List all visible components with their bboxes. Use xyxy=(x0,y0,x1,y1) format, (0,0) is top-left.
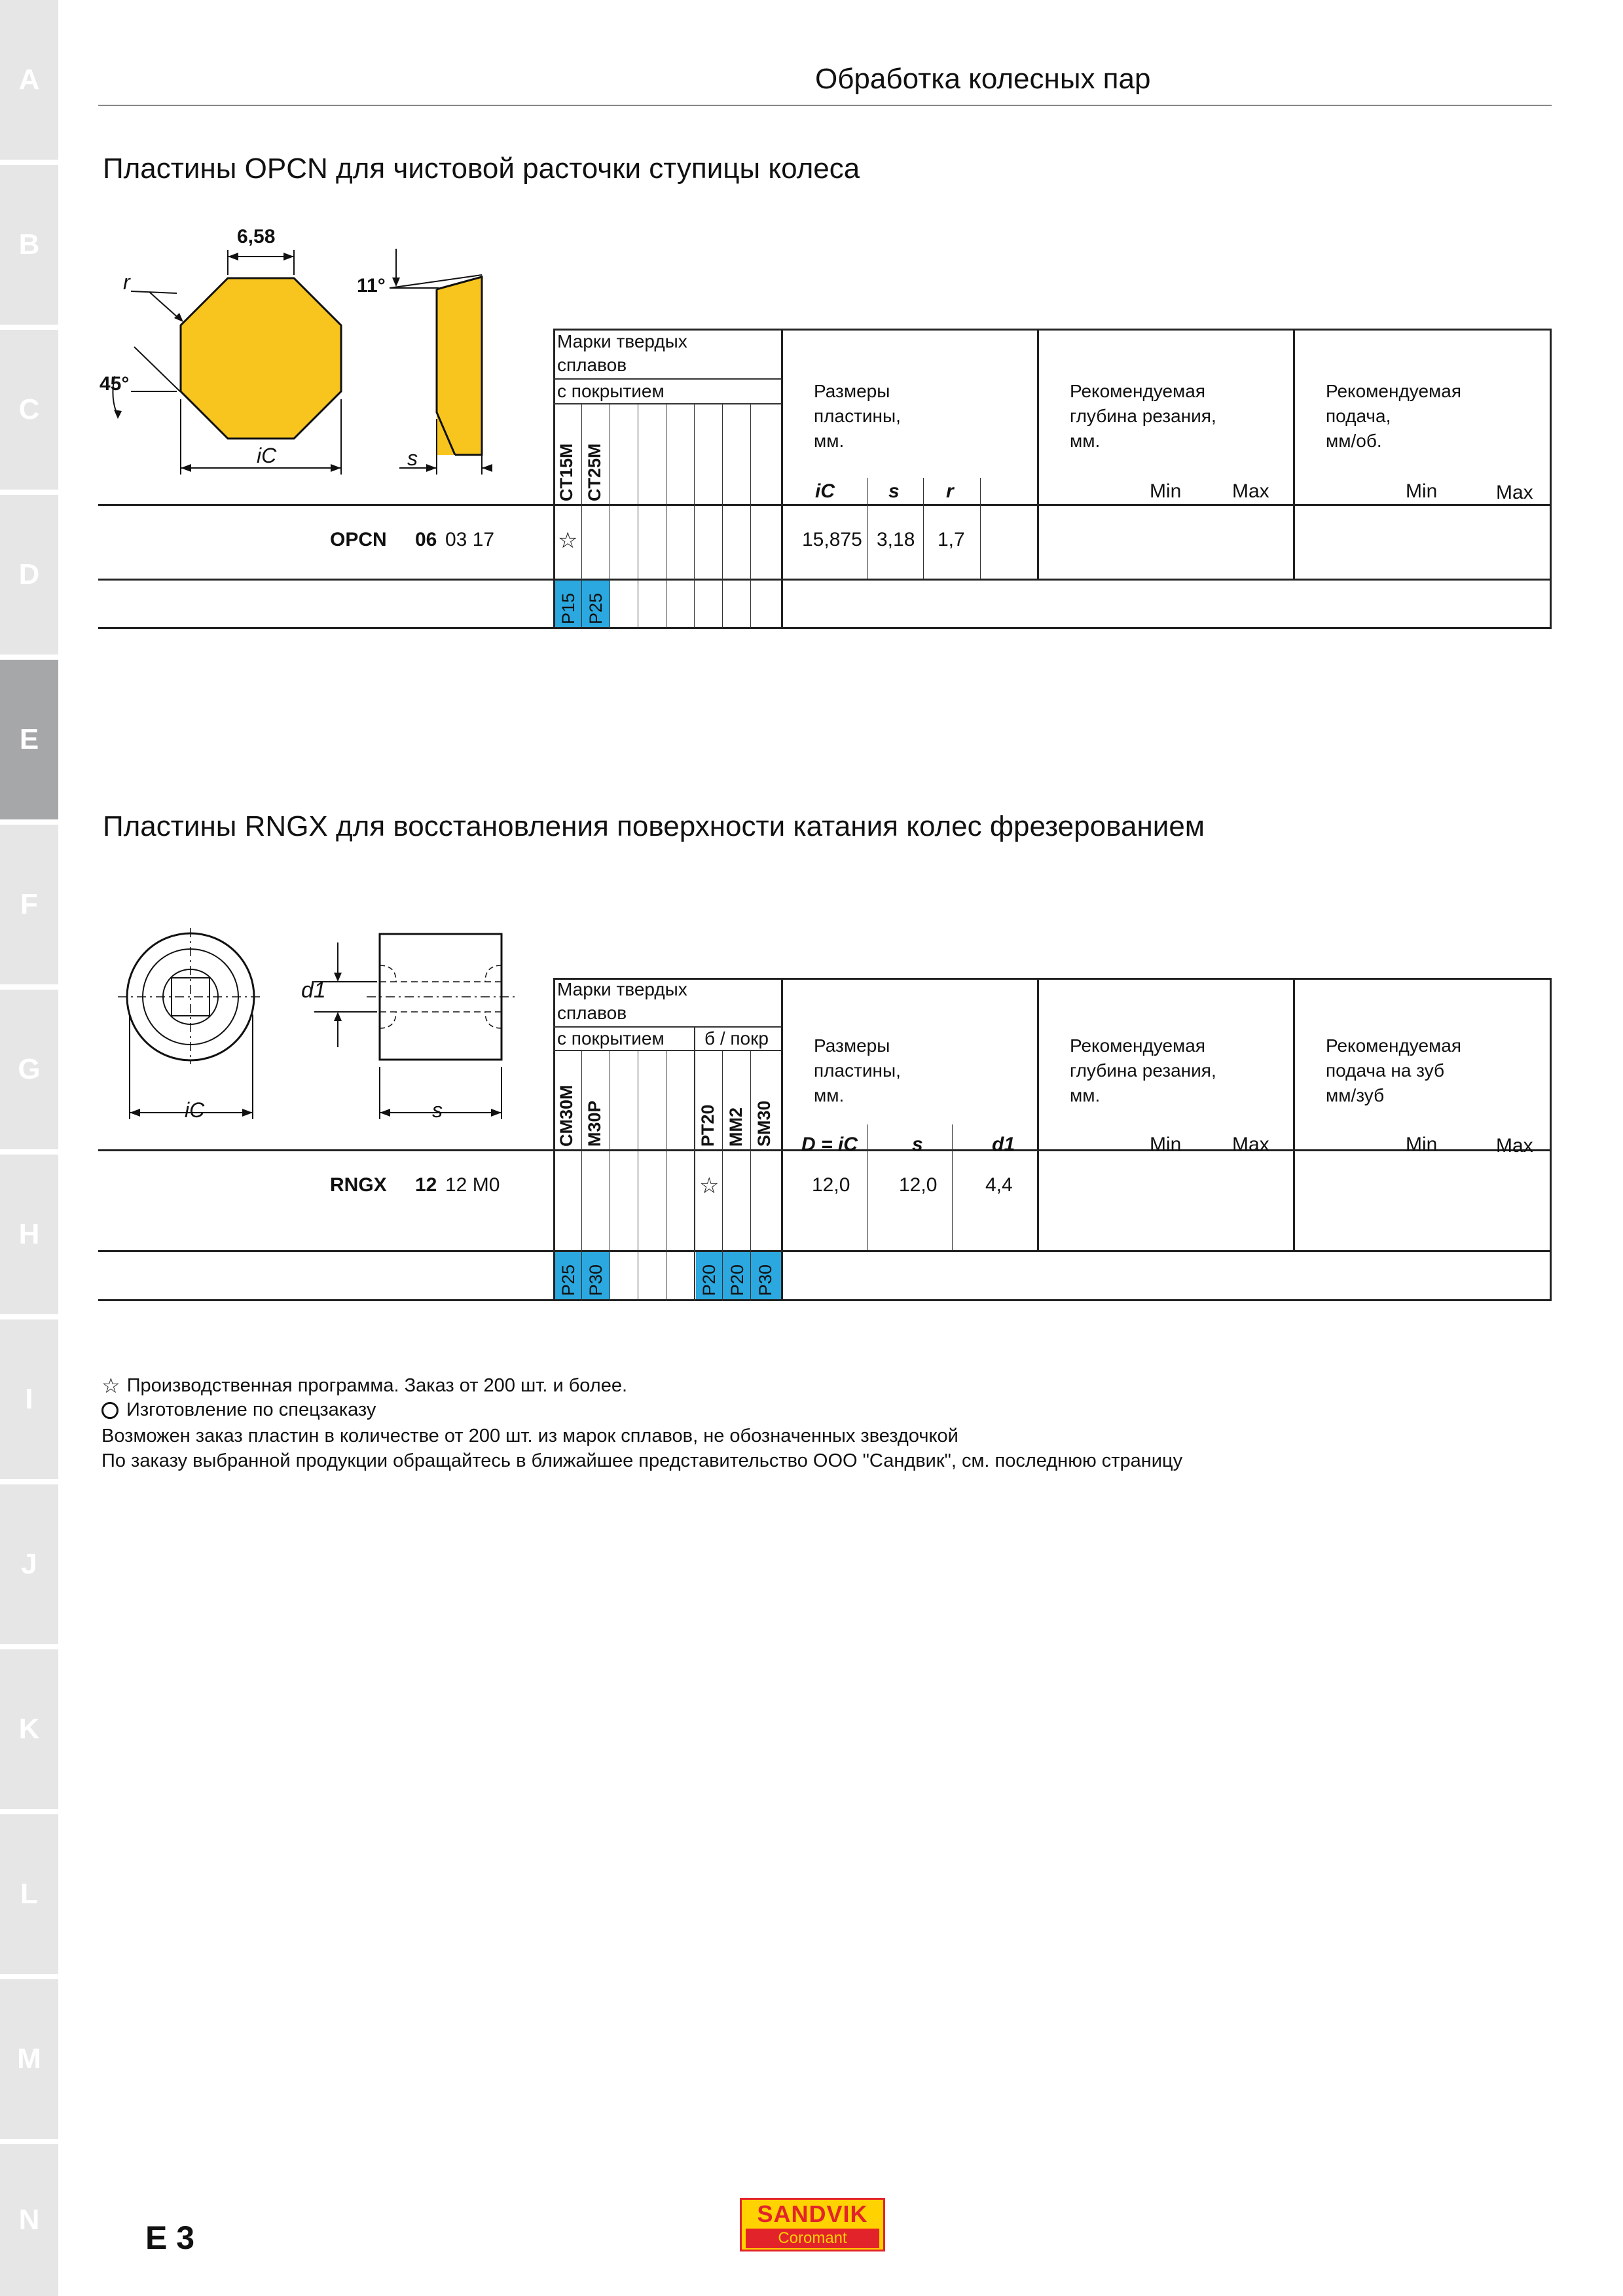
rngx-row-star: ☆ xyxy=(699,1174,720,1198)
rngx-feed-header-3: мм/зуб xyxy=(1326,1085,1385,1105)
opcn-row-code-bold: 06 xyxy=(415,529,437,550)
tab-b[interactable]: B xyxy=(0,165,58,325)
opcn-ic-label: iC xyxy=(257,444,277,467)
opcn-insert-drawing xyxy=(92,223,498,484)
rngx-depth-min: Min xyxy=(1150,1134,1182,1155)
opcn-feed-max: Max xyxy=(1496,482,1533,503)
footnote-star-row xyxy=(101,1373,627,1398)
tab-c[interactable]: C xyxy=(0,330,58,490)
tab-l[interactable]: L xyxy=(0,1814,58,1974)
opcn-iso-p25-label: P25 xyxy=(586,592,606,624)
rngx-feed-min: Min xyxy=(1406,1134,1438,1155)
header-rule xyxy=(98,105,1552,106)
footnote-circle-text: Изготовление по спецзаказу xyxy=(126,1399,376,1420)
opcn-grades-header-1: Марки твердых xyxy=(557,331,687,351)
tab-k[interactable]: K xyxy=(0,1649,58,1809)
opcn-grade-ct25m: CT25M xyxy=(585,443,604,501)
tab-j[interactable]: J xyxy=(0,1484,58,1644)
opcn-grade-ct15m: CT15M xyxy=(556,443,576,501)
rngx-coated-label: с покрытием xyxy=(557,1028,665,1049)
page-number: E 3 xyxy=(145,2219,195,2256)
opcn-col-r: r xyxy=(946,480,954,502)
rngx-col-d1: d1 xyxy=(992,1134,1015,1155)
rngx-s-label: s xyxy=(432,1098,443,1122)
opcn-depth-max: Max xyxy=(1232,480,1269,502)
rngx-iso-label-2: P30 xyxy=(586,1264,606,1296)
opcn-feed-header-3: мм/об. xyxy=(1326,431,1382,451)
rngx-dims-header-1: Размеры xyxy=(814,1035,890,1056)
opcn-dim-top-label: 6,58 xyxy=(237,226,276,247)
rngx-row-name: RNGX xyxy=(330,1174,387,1196)
sandvik-logo xyxy=(740,2198,885,2251)
opcn-dims-header-1: Размеры xyxy=(814,381,890,401)
opcn-col-ic: iC xyxy=(815,480,835,502)
rngx-depth-header-2: глубина резания, xyxy=(1070,1060,1216,1081)
opcn-iso-p15-label: P15 xyxy=(558,592,578,624)
opcn-s-label: s xyxy=(407,446,418,470)
opcn-grades-header-2: сплавов xyxy=(557,355,627,375)
opcn-row-star: ☆ xyxy=(558,528,578,553)
rngx-grades-header-1: Марки твердых xyxy=(557,979,687,999)
opcn-coated-label: с покрытием xyxy=(557,381,665,401)
rngx-row-code-bold: 12 xyxy=(415,1174,437,1196)
rngx-uncoated-label: б / покр xyxy=(704,1028,769,1049)
rngx-feed-max: Max xyxy=(1496,1135,1533,1157)
footnote-line-4: По заказу выбранной продукции обращайтесь в ближайшее представительство ООО "Сандвик", см. последнюю страницу xyxy=(101,1450,1183,1471)
tab-m[interactable]: M xyxy=(0,1979,58,2139)
rngx-row-d1: 4,4 xyxy=(985,1174,1013,1196)
tab-g[interactable]: G xyxy=(0,990,58,1149)
opcn-row-s: 3,18 xyxy=(877,529,915,550)
opcn-row-r: 1,7 xyxy=(938,529,965,550)
rngx-iso-label-5: P30 xyxy=(756,1264,775,1296)
rngx-depth-max: Max xyxy=(1232,1134,1269,1155)
opcn-feed-header-1: Рекомендуемая xyxy=(1326,381,1462,401)
rngx-grade-pt20: PT20 xyxy=(698,1104,718,1147)
logo-top-text: SANDVIK xyxy=(757,2200,868,2227)
logo-bottom-text: Coromant xyxy=(746,2229,879,2248)
footnote-circle-row xyxy=(101,1399,376,1421)
opcn-depth-header-3: мм. xyxy=(1070,431,1101,451)
page-header-title: Обработка колесных пар xyxy=(815,63,1151,95)
opcn-row-ic: 15,875 xyxy=(802,529,862,550)
star-icon: ☆ xyxy=(101,1374,120,1397)
opcn-feed-header-2: подача, xyxy=(1326,406,1391,426)
opcn-r-label: r xyxy=(123,270,130,294)
rngx-grades-header-2: сплавов xyxy=(557,1003,627,1023)
tab-n[interactable]: N xyxy=(0,2144,58,2296)
opcn-depth-header-1: Рекомендуемая xyxy=(1070,381,1206,401)
rngx-dims-header-3: мм. xyxy=(814,1085,845,1105)
opcn-col-s: s xyxy=(888,480,900,502)
rngx-feed-header-1: Рекомендуемая xyxy=(1326,1035,1462,1056)
rngx-row-code-rest: 12 M0 xyxy=(445,1174,500,1196)
tab-f[interactable]: F xyxy=(0,825,58,984)
rngx-iso-label-4: P20 xyxy=(727,1264,747,1296)
rngx-dims-header-2: пластины, xyxy=(814,1060,901,1081)
tab-a[interactable]: A xyxy=(0,0,58,160)
opcn-depth-min: Min xyxy=(1150,480,1182,502)
opcn-row-code-rest: 03 17 xyxy=(445,529,495,550)
rngx-insert-drawing xyxy=(118,916,524,1132)
rngx-feed-header-2: подача на зуб xyxy=(1326,1060,1445,1081)
rngx-col-s: s xyxy=(912,1134,923,1155)
rngx-depth-header-3: мм. xyxy=(1070,1085,1101,1105)
rngx-d1-label: d1 xyxy=(301,978,326,1003)
footnote-star-text: Производственная программа. Заказ от 200 шт. и более. xyxy=(126,1374,628,1396)
rngx-depth-header-1: Рекомендуемая xyxy=(1070,1035,1206,1056)
rngx-iso-label-3: P20 xyxy=(699,1264,719,1296)
opcn-row-name: OPCN xyxy=(330,529,387,550)
rngx-iso-label-1: P25 xyxy=(558,1264,578,1296)
rngx-ic-label: iC xyxy=(185,1098,205,1122)
rngx-row-s: 12,0 xyxy=(899,1174,938,1196)
opcn-depth-header-2: глубина резания, xyxy=(1070,406,1216,426)
rngx-grade-sm30: SM30 xyxy=(754,1100,774,1147)
footnote-line-3: Возможен заказ пластин в количестве от 200 шт. из марок сплавов, не обозначенных звездочкой xyxy=(101,1426,958,1446)
rngx-grade-m30p: M30P xyxy=(585,1100,604,1147)
opcn-angle-label: 45° xyxy=(100,373,130,395)
rngx-row-d: 12,0 xyxy=(812,1174,850,1196)
opcn-feed-min: Min xyxy=(1406,480,1438,502)
rngx-section-title: Пластины RNGX для восстановления поверхности катания колес фрезерованием xyxy=(103,810,1205,842)
opcn-dims-header-3: мм. xyxy=(814,431,845,451)
opcn-clearance-label: 11° xyxy=(357,275,386,296)
rngx-grade-cm30m: CM30M xyxy=(556,1085,576,1147)
tab-h[interactable]: H xyxy=(0,1155,58,1314)
tab-i[interactable]: I xyxy=(0,1319,58,1479)
rngx-grade-mm2: MM2 xyxy=(726,1107,746,1147)
opcn-section-title: Пластины OPCN для чистовой расточки ступицы колеса xyxy=(103,152,860,185)
rngx-col-d: D = iC xyxy=(801,1134,858,1155)
opcn-dims-header-2: пластины, xyxy=(814,406,901,426)
circle-icon xyxy=(101,1402,119,1419)
tab-e[interactable]: E xyxy=(0,660,58,819)
tab-d[interactable]: D xyxy=(0,495,58,655)
